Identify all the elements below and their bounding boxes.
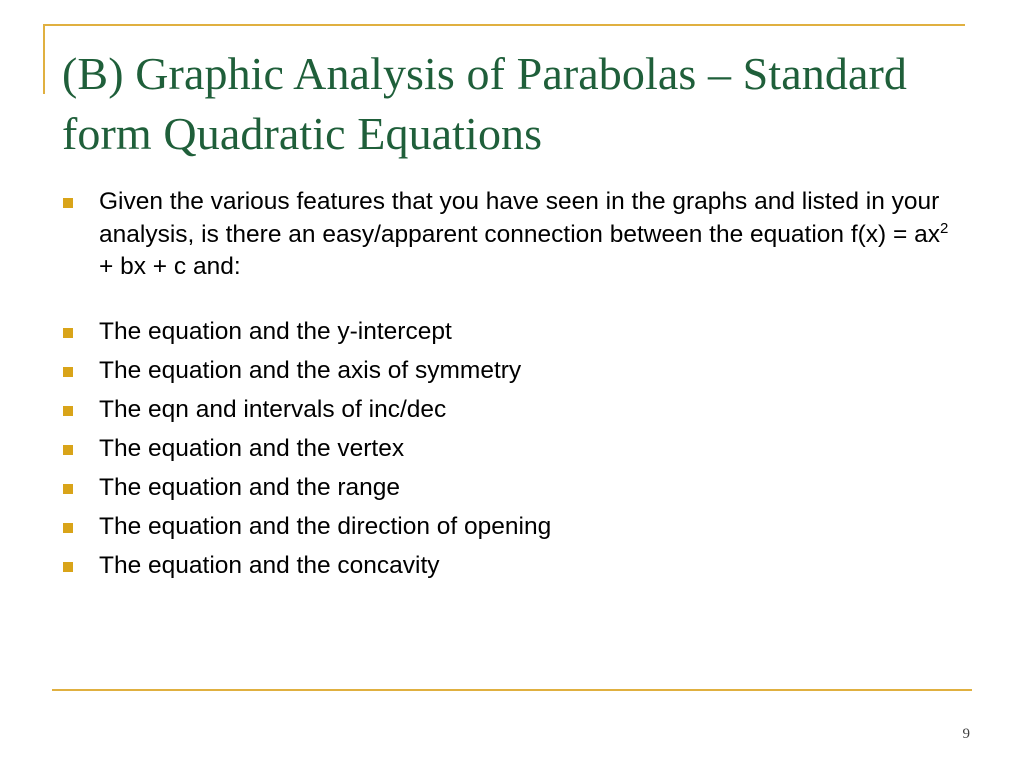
list-item xyxy=(62,394,962,425)
exponent: 2 xyxy=(940,219,949,237)
square-bullet-icon xyxy=(63,484,73,494)
list-item xyxy=(62,511,962,542)
list-item-text: The equation and the axis of symmetry xyxy=(99,356,522,384)
list-item-text: The equation and the y-intercept xyxy=(99,317,452,345)
list-item-text: The eqn and intervals of inc/dec xyxy=(99,395,447,423)
intro-text-end: + bx + c and: xyxy=(99,253,241,280)
square-bullet-icon xyxy=(63,198,73,208)
list-item xyxy=(62,433,962,464)
footer-accent-line xyxy=(52,689,972,691)
page-number: 9 xyxy=(962,726,970,742)
list-item-text: The equation and the range xyxy=(99,473,401,501)
square-bullet-icon xyxy=(63,445,73,455)
intro-bullet xyxy=(62,186,962,284)
list-item xyxy=(62,550,962,581)
list-item xyxy=(62,472,962,503)
left-accent-line xyxy=(43,24,45,94)
bullet-list xyxy=(62,186,962,589)
slide-title: (B) Graphic Analysis of Parabolas – Standard form Quadratic Equations xyxy=(62,48,908,159)
list-item xyxy=(62,316,962,347)
list-item-text: The equation and the direction of opening xyxy=(99,512,552,540)
list-item xyxy=(62,355,962,386)
square-bullet-icon xyxy=(63,562,73,572)
square-bullet-icon xyxy=(63,328,73,338)
square-bullet-icon xyxy=(63,523,73,533)
intro-text-start: Given the various features that you have seen in the graphs and listed in your analysis, is there an easy/apparent connection between the equation f(x) = ax xyxy=(99,188,941,248)
list-item-text: The equation and the vertex xyxy=(99,434,405,462)
list-item-text: The equation and the concavity xyxy=(99,551,440,579)
square-bullet-icon xyxy=(63,367,73,377)
top-accent-line xyxy=(43,24,965,26)
square-bullet-icon xyxy=(63,406,73,416)
